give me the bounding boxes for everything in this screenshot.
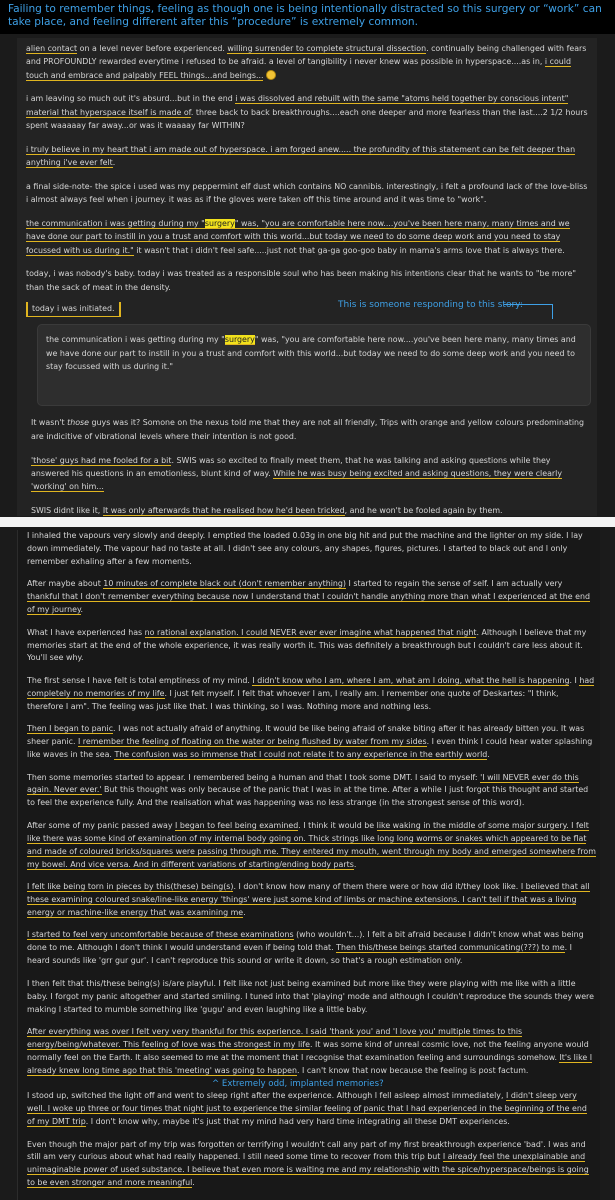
underlined-phrase: " was, "you are comfortable here now....you've been here many, many times and we have done our part to instill in you a trust and comfort with this world...but today we need to do some deep work and you need to stay focussed with us during it." (26, 218, 570, 255)
underlined-phrase: thankful that I don't remember everything because now I understand that I couldn't handle anything more than what I experienced at the end of my journey (27, 592, 590, 615)
pointer-arrow-icon (504, 304, 553, 319)
report-paragraph: After maybe about 10 minutes of complete black out (don't remember anything) I started to regain the sense of self. I am actually very thankful that I don't remember everything because now I understand that I couldn't handle anything more than what I experienced at the end of my journey. (27, 579, 590, 615)
underlined-phrase: After everything was over I felt very very thankful for this experience. I said 'thank you' and 'I love you' multiple times to this energy/being/whatever. This feeling of love was the strongest in my life (27, 1027, 523, 1049)
reply-post (17, 406, 597, 517)
underlined-phrase: While he was busy being excited and asking questions, they were clearly 'working' on him... (31, 468, 563, 492)
original-post (17, 38, 597, 324)
reply-paragraph: 'those' guys had me fooled for a bit. SWIS was so excited to finally meet them, that he was talking and asking questions while they answered his questions in an emotionless, blunt kind of way. While he was busy being excited and asking questions, they were clearly 'working' on him... (31, 455, 563, 492)
highlighted-word: surgery (204, 218, 235, 228)
underlined-phrase: i truly believe in my heart that i am made out of hyperspace. i am forged anew..... the profundity of this statement can be felt deeper than anything i've ever felt (26, 144, 576, 168)
underlined-phrase: had completely no memories of my life (27, 675, 595, 698)
post-paragraph: alien contact on a level never before experienced. willing surrender to complete structural dissection. continually being challenged with fears and PROFOUNDLY rewarded everytime i refused to be afraid. a level of tangibility i never knew was possible in hyperspace....as in, i could touch and embrace and palpably FEEL things...and beings... (26, 44, 587, 80)
underlined-phrase: The confusion was so immense that I could not relate it to any experience in the earthly world (114, 750, 488, 760)
underlined-phrase: the communication i was getting during my " (26, 218, 205, 228)
report-paragraph: What I have experienced has no rational explanation. I could NEVER ever ever imagine what happened that night. Although I believe that my memories start at the end of the whole experience, it was really worth it. This was definitely a breakthrough but I couldn't care less about it. You'll see why. (27, 627, 587, 663)
underlined-phrase: It's like I already knew long time ago that this 'meeting' was going to happen (27, 1052, 593, 1075)
section-divider (0, 517, 615, 527)
report-paragraph: I inhaled the vapours very slowly and deeply. I emptied the loaded 0.03g in one big hit and put the machine and the lighter on my side. I lay down immediately. The vapour had no taste at all. I didn't see any colours, any shapes, figures, pictures. I started to black out and I only remember exhaling after a few moments. (27, 531, 583, 566)
underlined-phrase: I started to feel very uncomfortable because of these examinations (27, 930, 294, 940)
underlined-phrase: It was only afterwards that he realised how he'd been tricked (102, 505, 345, 515)
report-paragraph: Then I began to panic. I was not actually afraid of anything. It would be like being afraid of snake biting after it has already bitten you. It was sheer panic. I remember the feeling of floating on the water or being flushed by water from my sides. I even think I could hear water splashing like waves in the sea. The confusion was so immense that I could not relate it to any experience in the earthly world. (27, 724, 593, 760)
initiated-line: today i was initiated. (26, 302, 121, 316)
post-paragraph: i truly believe in my heart that i am made out of hyperspace. i am forged anew..... the profundity of this statement can be felt deeper than anything i've ever felt. (26, 144, 576, 168)
quote-text: the communication i was getting during my "surgery" was, "you are comfortable here now....you've been here many, many times and we have done our part to instill in you a trust and comfort with this world...but today we need to do some deep work and you need to stay focussed with us during it." (46, 335, 576, 372)
underlined-phrase: 10 minutes of complete black out (don't remember anything) (103, 579, 346, 589)
underlined-phrase: I remember the feeling of floating on the water or being flushed by water from my sides (77, 737, 427, 747)
smiley-icon (266, 70, 276, 80)
report-paragraph: After some of my panic passed away I began to feel being examined. I think it would be like waking in the middle of some major surgery. I felt like there was some kind of examination of my internal body going on. Thick strings like long long worms or snakes which appeared to be flat and made of coloured bricks/squares were passing through me. They entered my mouth, went through my body and emerged somewhere from my bowel. And vice versa. And in different variations of starting/ending body parts. (27, 820, 596, 869)
underlined-phrase: no rational explanation. I could NEVER ever ever imagine what happened that night (144, 627, 477, 637)
underlined-phrase: Then I began to panic (27, 724, 114, 734)
post-paragraph: the communication i was getting during my "surgery" was, "you are comfortable here now....you've been here many, many times and we have done our part to instill in you a trust and comfort with this world...but today we need to do some deep work and you need to stay focussed with us during it." it wasn't that i didn't feel safe.....just not that ga-ga goo-goo baby in mama's arms love that is always there. (26, 218, 570, 255)
underlined-phrase: willing surrender to complete structural dissection (227, 44, 427, 53)
implanted-memory-note: ^ Extremely odd, implanted memories? (212, 1079, 384, 1090)
underlined-phrase: I didn't know who I am, where I am, what am I doing, what the hell is happening (252, 675, 570, 685)
underlined-phrase: i could touch and embrace and palpably FEEL things...and beings... (26, 57, 571, 80)
report-paragraph: I then felt that this/these being(s) is/are playful. I felt like not just being examined but more like they were playing with me like with a little baby. I forgot my panic altogether and started smiling. I tuned into that 'playing' mode and although I couldn't reproduce the sounds they were making I started to mumble something like 'gugu' and even laughing like a little baby. (27, 978, 594, 1014)
underlined-phrase: I believed that all these examining coloured snake/line-like energy 'things' were just some kind of limbs or machine extensions. I can't tell if that was a living energy or machine-like energy that was examining me (27, 882, 590, 917)
report-paragraph: After everything was over I felt very very thankful for this experience. I said 'thank you' and 'I love you' multiple times to this energy/being/whatever. This feeling of love was the strongest in my life. It was some kind of unreal cosmic love, not the feeling anyone would normally feel on the Earth. It also seemed to me at the moment that I recognise that examination feeling and surroundings somehow. It's like I already knew long time ago that this 'meeting' was going to happen. I can't know that now because the feeling is post factum. (27, 1027, 593, 1075)
report-paragraph: Then some memories started to appear. I remembered being a human and that I took some DMT. I said to myself: 'I will NEVER ever do this again. Never ever.' But this thought was only because of the panic that I was in at the time. After a while I just forgot this thought and started to feel the experience fully. And the realisation what was happening was no less strange (in the strongest sense of this word). (27, 772, 589, 808)
underlined-phrase: I felt like being torn in pieces by this(these) being(s) (27, 882, 234, 892)
reply-paragraph: It wasn't those guys was it? Somone on the nexus told me that they are not all friendly, Trips with orange and yellow colours predominating are indicitive of vibrational levels where their intention is not good. (31, 418, 585, 441)
underlined-phrase: i was dissolved and rebuilt with the same "atoms held together by conscious intent" material that hyperspace itself is made of (26, 94, 569, 117)
underlined-phrase: I already feel the unexplainable and unimaginable power of used substance. I believe that even more is waiting me and my relationship with the spice/hyperspace/beings is going to be even stronger and more meaningful (27, 1152, 589, 1188)
trip-report (17, 530, 600, 1200)
post-paragraph: today, i was nobody's baby. today i was treated as a responsible soul who has been making his intentions clear that he wants to "be more" than the sack of meat in the density. (26, 269, 576, 292)
responder-note: This is someone responding to this story: (338, 300, 523, 311)
underlined-phrase: like waking in the middle of some major surgery. I felt like there was some kind of examination of my internal body going on. Thick strings like long long worms or snakes which appeared to be flat and made of coloured bricks/squares were passing through me. They entered my mouth, went through my body and emerged somewhere from my bowel. And vice versa. And in different variations of starting/ending body parts (27, 820, 596, 869)
highlighted-word: surgery (224, 335, 255, 345)
forum-thread (17, 38, 597, 516)
quoted-post (37, 324, 591, 406)
report-paragraph: The first sense I have felt is total emptiness of my mind. I didn't know who I am, where I am, what am I doing, what the hell is happening. I had completely no memories of my life. I just felt myself. I felt that whoever I am, I really am. I remember one quote of Deskartes: "I think, therefore I am". The feeling was just like that. I was thinking, so I was. Nothing more and nothing less. (27, 675, 595, 711)
post-paragraph: i am leaving so much out it's absurd...but in the end i was dissolved and rebuilt with the same "atoms held together by conscious intent" material that hyperspace itself is made of. three back to back breakthroughs....each one deeper and more fearless than the last....2 1/2 hours spent waaaaay far away...or was it waaaay far WITHIN? (26, 94, 588, 130)
post-paragraph: a final side-note- the spice i used was my peppermint elf dust which contains NO cannibis. interestingly, i felt a profound lack of the love-bliss i almost always feel when i journey. it was as if the gloves were taken off this time around and it was time to "work". (26, 181, 588, 205)
report-paragraph: I stood up, switched the light off and went to sleep right after the experience. Although I fell asleep almost immediately, I didn't sleep very well. I woke up three or four times that night just to experience the similar feeling of panic that I had experienced in the beginning of the end of my DMT trip. I don't know why, maybe it's just that my mind had very hard time integrating all these DMT experiences. (27, 1091, 587, 1127)
underlined-phrase: I didn't sleep very well. I woke up three or four times that night just to experience the similar feeling of panic that I had experienced in the beginning of the end of my DMT trip (27, 1091, 587, 1127)
report-paragraph: Even though the major part of my trip was forgotten or terrifying I wouldn't call any part of my first breakthrough experience 'bad'. I was and still am very curious about what had really happened. I still need some time to recover from this trip but I already feel the unexplainable and unimaginable power of used substance. I believe that even more is waiting me and my relationship with the spice/hyperspace/beings is going to be even stronger and more meaningful. (27, 1139, 589, 1188)
underlined-phrase: 'those' guys had me fooled for a bit (31, 455, 172, 465)
report-paragraph: I started to feel very uncomfortable because of these examinations (who wouldn't...). I felt a bit afraid because I didn't know what was being done to me. Although I don't think I would understand even if being told that. Then this/these beings started communicating(???) to me. I heard sounds like 'grr gur gur'. I can't reproduce this sound or write it down, so that's a rough estimation only. (27, 930, 584, 966)
header-note: Failing to remember things, feeling as though one is being intentionally distracted so this surgery or “work” can take place, and feeling different after this “procedure” is extremely common. (0, 0, 615, 34)
reply-paragraph: SWIS didnt like it, It was only afterwards that he realised how he'd been tricked, and he won't be fooled again by them. (31, 505, 503, 515)
underlined-phrase: alien contact (26, 44, 78, 53)
report-paragraph: I felt like being torn in pieces by this(these) being(s). I don't know how many of them there were or how did it/they look like. I believed that all these examining coloured snake/line-like energy 'things' were just some kind of limbs or machine extensions. I can't tell if that was a living energy or machine-like energy that was examining me. (27, 882, 590, 917)
underlined-phrase: 'I will NEVER ever do this again. Never ever.' (27, 772, 579, 795)
underlined-phrase: I began to feel being examined (175, 820, 299, 830)
underlined-phrase: Then this/these beings started communicating(???) to me (336, 943, 565, 953)
initiated-row (26, 302, 591, 324)
